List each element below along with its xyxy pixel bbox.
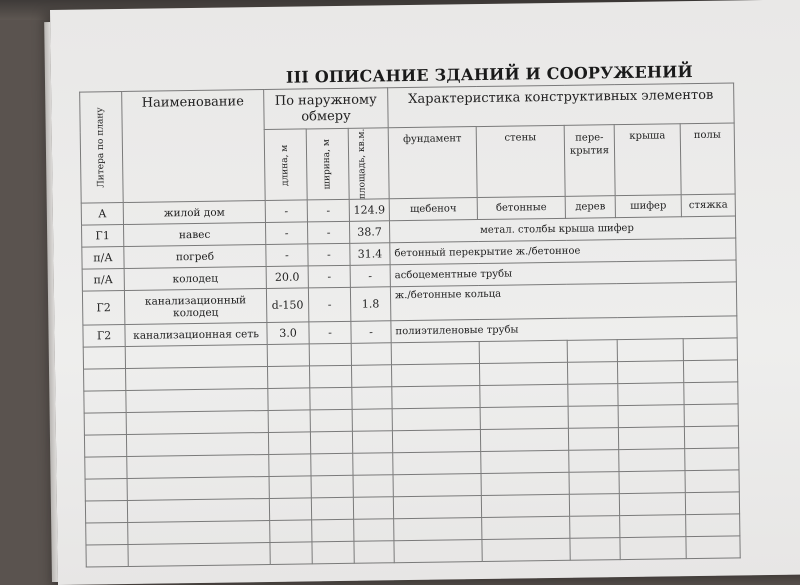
cell-liter: п/А — [82, 247, 124, 270]
cell-name: навес — [124, 223, 266, 247]
empty-cell — [393, 474, 481, 497]
empty-cell — [394, 540, 482, 563]
empty-cell — [268, 432, 310, 455]
empty-cell — [570, 538, 620, 561]
empty-cell — [479, 363, 567, 386]
empty-cell — [128, 521, 270, 545]
empty-cell — [392, 408, 480, 431]
empty-cell — [126, 389, 268, 413]
empty-cell — [311, 476, 353, 499]
cell-floors-over: дерев — [565, 196, 615, 219]
empty-cell — [393, 496, 481, 519]
header-width: ширина, м — [306, 128, 349, 200]
cell-liter: А — [81, 203, 123, 226]
cell-description: бетонный перекрытие ж./бетонное — [390, 238, 736, 265]
cell-area: 31.4 — [350, 243, 390, 266]
buildings-table — [79, 82, 741, 568]
cell-liter: Г1 — [82, 225, 124, 248]
empty-cell — [685, 470, 739, 493]
empty-cell — [269, 498, 311, 521]
cell-name: канализационный колодец — [124, 289, 266, 325]
empty-cell — [391, 342, 479, 365]
empty-cell — [311, 498, 353, 521]
empty-cell — [567, 340, 617, 363]
header-characteristics: Характеристика конструктивных элементов — [388, 83, 735, 128]
empty-cell — [683, 360, 737, 383]
empty-cell — [618, 383, 684, 406]
page-edge — [44, 22, 58, 582]
cell-description: полиэтиленовые трубы — [391, 316, 737, 343]
cell-width: - — [307, 222, 349, 245]
empty-cell — [268, 410, 310, 433]
empty-cell — [480, 407, 568, 430]
cell-area: 124.9 — [349, 199, 389, 222]
empty-cell — [482, 517, 570, 540]
empty-cell — [568, 384, 618, 407]
cell-width: - — [308, 244, 350, 267]
empty-cell — [311, 454, 353, 477]
empty-cell — [686, 536, 740, 559]
cell-foundation: щебеноч — [389, 198, 477, 221]
empty-cell — [84, 391, 126, 414]
cell-width: - — [308, 288, 350, 323]
empty-cell — [127, 455, 269, 479]
cell-length: 20.0 — [266, 266, 308, 289]
empty-cell — [354, 541, 394, 564]
header-length: длина, м — [264, 129, 307, 201]
cell-walls: бетонные — [477, 197, 565, 220]
header-name: Наименование — [122, 90, 266, 203]
empty-cell — [617, 361, 683, 384]
empty-cell — [86, 523, 128, 546]
header-floors-over: пере-крытия — [564, 125, 615, 197]
empty-cell — [394, 518, 482, 541]
cell-area: - — [350, 265, 390, 288]
header-external: По наружному обмеру — [264, 88, 389, 130]
empty-cell — [351, 343, 391, 366]
header-liter: Литера по плану — [80, 92, 124, 204]
empty-cell — [85, 479, 127, 502]
cell-width: - — [309, 322, 351, 345]
cell-width: - — [307, 200, 349, 223]
empty-cell — [354, 519, 394, 542]
cell-length: - — [266, 244, 308, 267]
cell-name: колодец — [124, 267, 266, 291]
empty-cell — [86, 545, 128, 568]
cell-description: ж./бетонные кольца — [390, 282, 736, 321]
empty-cell — [481, 473, 569, 496]
cell-length: 3.0 — [267, 322, 309, 345]
cell-area: 1.8 — [350, 287, 390, 322]
cell-description: метал. столбы крыша шифер — [389, 216, 735, 243]
empty-cell — [684, 382, 738, 405]
empty-cell — [84, 413, 126, 436]
empty-cell — [481, 495, 569, 518]
empty-cell — [686, 514, 740, 537]
empty-cell — [84, 435, 126, 458]
empty-cell — [310, 432, 352, 455]
empty-cell — [84, 369, 126, 392]
empty-rows — [83, 338, 740, 567]
empty-cell — [391, 364, 479, 387]
cell-length: d-150 — [266, 288, 308, 323]
empty-cell — [482, 539, 570, 562]
empty-cell — [127, 499, 269, 523]
empty-cell — [269, 476, 311, 499]
empty-cell — [85, 501, 127, 524]
empty-cell — [617, 339, 683, 362]
empty-cell — [619, 471, 685, 494]
empty-cell — [353, 497, 393, 520]
empty-cell — [312, 542, 354, 565]
empty-cell — [268, 366, 310, 389]
empty-cell — [620, 537, 686, 560]
empty-cell — [126, 367, 268, 391]
empty-cell — [310, 366, 352, 389]
empty-cell — [618, 427, 684, 450]
empty-cell — [85, 457, 127, 480]
empty-cell — [685, 448, 739, 471]
empty-cell — [352, 387, 392, 410]
empty-cell — [128, 543, 270, 567]
empty-cell — [310, 388, 352, 411]
cell-name: канализационная сеть — [125, 323, 267, 347]
empty-cell — [353, 453, 393, 476]
empty-cell — [312, 520, 354, 543]
cell-roof: шифер — [615, 195, 681, 218]
empty-cell — [270, 520, 312, 543]
header-roof: крыша — [614, 124, 681, 196]
empty-cell — [268, 388, 310, 411]
cell-length: - — [265, 222, 307, 245]
cell-length: - — [265, 200, 307, 223]
empty-cell — [618, 405, 684, 428]
empty-cell — [568, 428, 618, 451]
empty-cell — [269, 454, 311, 477]
empty-cell — [309, 344, 351, 367]
empty-cell — [352, 409, 392, 432]
cell-name: жилой дом — [123, 201, 265, 225]
empty-cell — [125, 345, 267, 369]
header-floors: полы — [680, 123, 735, 195]
empty-cell — [393, 452, 481, 475]
empty-cell — [684, 404, 738, 427]
header-foundation: фундамент — [388, 127, 477, 200]
page-title: III ОПИСАНИЕ ЗДАНИЙ И СООРУЖЕНИЙ — [285, 62, 693, 87]
header-walls: стены — [476, 125, 565, 198]
empty-cell — [126, 433, 268, 457]
empty-cell — [567, 362, 617, 385]
empty-cell — [310, 410, 352, 433]
cell-liter: п/А — [82, 269, 124, 292]
empty-cell — [352, 431, 392, 454]
empty-cell — [270, 542, 312, 565]
cell-liter: Г2 — [82, 291, 124, 326]
empty-cell — [683, 338, 737, 361]
empty-cell — [620, 515, 686, 538]
empty-cell — [353, 475, 393, 498]
empty-cell — [685, 492, 739, 515]
cell-floors: стяжка — [681, 194, 735, 217]
cell-area: 38.7 — [349, 221, 389, 244]
empty-cell — [619, 449, 685, 472]
empty-cell — [392, 430, 480, 453]
empty-cell — [569, 494, 619, 517]
empty-cell — [127, 477, 269, 501]
empty-cell — [569, 450, 619, 473]
empty-cell — [479, 341, 567, 364]
empty-cell — [480, 385, 568, 408]
empty-cell — [126, 411, 268, 435]
cell-width: - — [308, 266, 350, 289]
empty-cell — [684, 426, 738, 449]
empty-cell — [267, 344, 309, 367]
header-area: площадь, кв.м. — [348, 128, 389, 200]
empty-cell — [569, 472, 619, 495]
empty-cell — [619, 493, 685, 516]
empty-cell — [83, 347, 125, 370]
cell-area: - — [351, 321, 391, 344]
empty-cell — [392, 386, 480, 409]
cell-description: асбоцементные трубы — [390, 260, 736, 287]
empty-cell — [568, 406, 618, 429]
cell-liter: Г2 — [83, 325, 125, 348]
empty-cell — [351, 365, 391, 388]
empty-cell — [481, 451, 569, 474]
document-page — [50, 0, 800, 585]
empty-cell — [480, 429, 568, 452]
empty-cell — [570, 516, 620, 539]
cell-name: погреб — [124, 245, 266, 269]
